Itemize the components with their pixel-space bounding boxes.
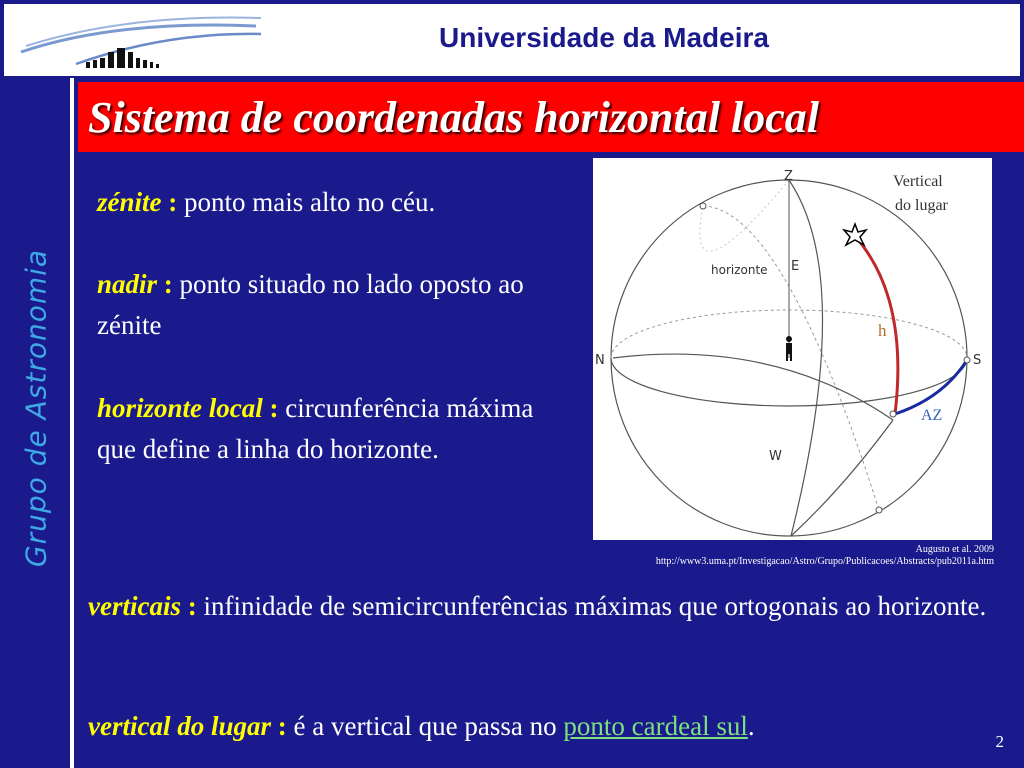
term-verticals: verticais — [88, 591, 181, 621]
page-title: Sistema de coordenadas horizontal local — [88, 93, 819, 142]
page-number: 2 — [995, 732, 1004, 751]
definition-zenith — [97, 182, 557, 223]
definition-text: circunferência máxima que define a linha do horizonte. — [97, 393, 534, 464]
azimuth-label: AZ — [921, 407, 943, 424]
colon: : — [262, 393, 279, 423]
caption-url: http://www3.uma.pt/Investigacao/Astro/Grupo/Publicacoes/Abstracts/pub2011a.htm — [655, 556, 994, 567]
east-label: E — [791, 259, 800, 274]
celestial-sphere-figure — [593, 158, 992, 540]
header-panel — [4, 4, 1020, 76]
colon: : — [161, 187, 178, 217]
colon: : — [271, 711, 287, 741]
caption-citation: Augusto et al. 2009 — [915, 544, 994, 555]
title-bar — [78, 82, 1024, 152]
figure-caption — [560, 544, 994, 568]
zenith-label: Z — [784, 169, 793, 184]
altitude-label: h — [878, 321, 887, 340]
south-cardinal-link[interactable]: ponto cardeal sul — [563, 711, 748, 741]
horizon-label: horizonte — [711, 263, 768, 277]
colon: : — [157, 269, 173, 299]
celestial-sphere-diagram — [593, 158, 992, 540]
south-label: S — [973, 353, 982, 368]
vertical-label-line1: Vertical — [893, 173, 943, 190]
definition-text: infinidade de semicircunferências máximas que ortogonais ao horizonte. — [196, 591, 987, 621]
definition-text: ponto mais alto no céu. — [177, 187, 436, 217]
definition-text: é a vertical que passa no — [286, 711, 564, 741]
vertical-label-line2: do lugar — [895, 197, 948, 214]
definition-text: ponto situado no lado oposto ao zénite — [97, 269, 524, 340]
sidebar-divider — [70, 78, 74, 768]
sidebar-label: Grupo de Astronomia — [19, 248, 53, 568]
term-nadir: nadir — [97, 269, 158, 299]
definition-verticals — [88, 586, 988, 627]
definition-nadir — [97, 264, 557, 346]
altitude-arc — [855, 236, 898, 414]
star-icon — [844, 224, 866, 245]
term-horizon: horizonte local — [97, 393, 263, 423]
university-name: Universidade da Madeira — [439, 22, 769, 53]
umadeira-logo-icon — [16, 14, 266, 76]
term-local-vertical: vertical do lugar — [88, 711, 271, 741]
definition-local-vertical — [88, 706, 988, 747]
term-zenith: zénite — [97, 187, 162, 217]
colon: : — [180, 591, 197, 621]
period: . — [747, 711, 755, 741]
north-label: N — [595, 353, 605, 368]
west-label: W — [769, 449, 782, 464]
header-bar — [0, 0, 1024, 78]
definition-horizon — [97, 388, 557, 470]
